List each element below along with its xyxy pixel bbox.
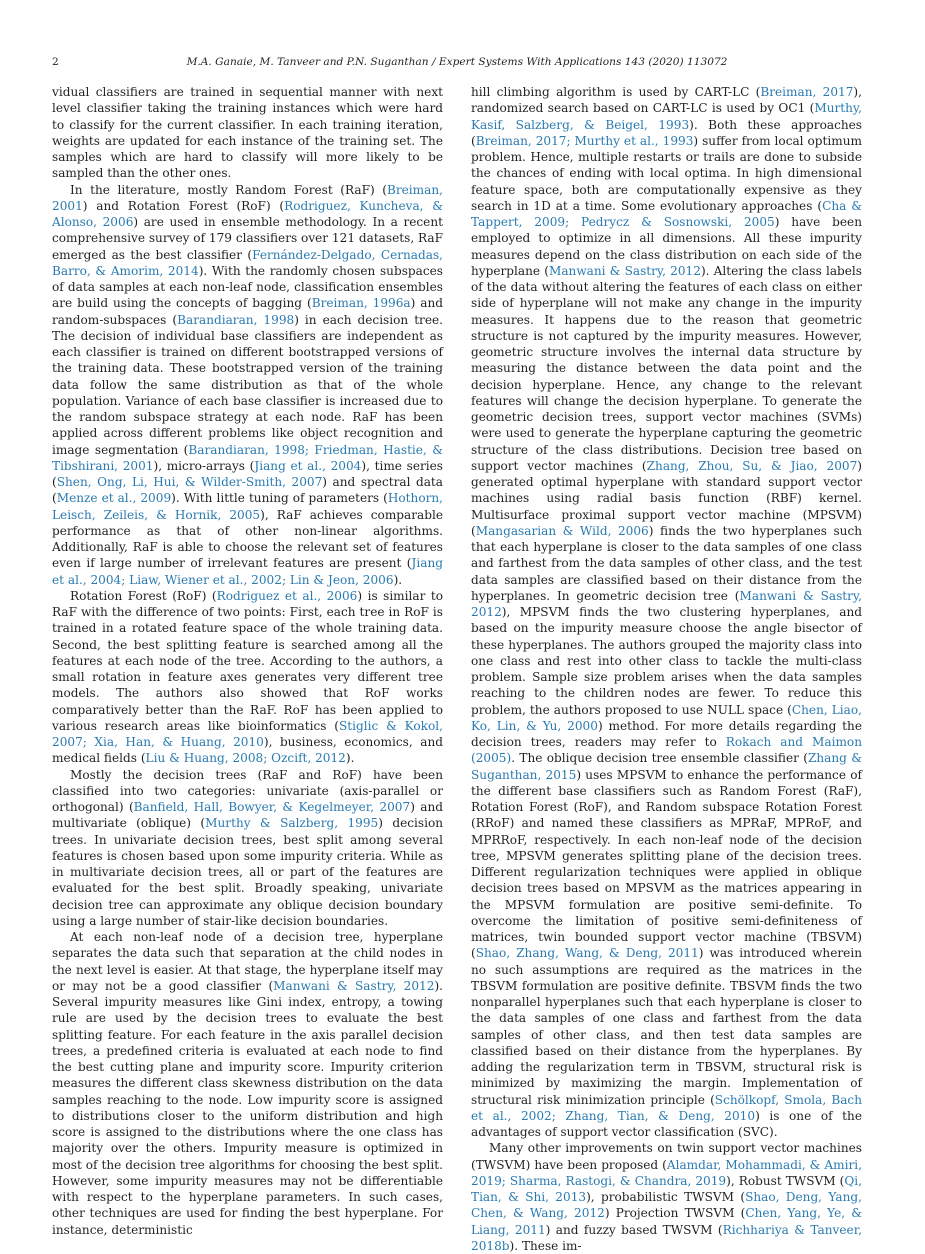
citation-link[interactable]: Alamdar, Mohammadi, & Amiri, 2019; Sharma, Rastogi, & Chandra, 2019 — [471, 1157, 862, 1188]
citation-link[interactable]: Manwani & Sastry, 2012 — [273, 978, 435, 993]
body-text: ) and multivariate (oblique) ( — [52, 800, 443, 831]
body-text: At each non-leaf node of a decision tree, hyperplane separates the data such that separation at the child nodes in the next level is easier. At that stage, the hyperplane itself may or may not be a good classifier ( — [52, 930, 443, 993]
body-text: ) have been employed to optimize in all dimensions. All these impurity measures depend on the class distribution on each side of the hyperplane ( — [471, 215, 862, 278]
body-text: ) generated optimal hyperplane with standard support vector machines using radial basis function (RBF) kernel. Multisurface proximal support vector machine (MPSVM) ( — [471, 458, 862, 538]
right-column — [471, 84, 863, 1253]
body-text: ) is one of the advantages of support vector classification (SVC). — [471, 1108, 862, 1139]
body-text: ). Both these approaches ( — [471, 117, 862, 148]
body-text: ) and random-subspaces ( — [52, 296, 444, 327]
body-text: ), business, economics, and medical fields ( — [52, 735, 443, 766]
body-text: vidual classifiers are trained in sequential manner with next level classifier taking the training instances which were hard to classify for the current classifier. In each training iteration, weights are updated for each instance of the training set. The samples which are hard to classify will more likely to be sampled than the other ones. — [52, 85, 443, 181]
left-column — [52, 84, 444, 1237]
body-text: ). With little tuning of parameters ( — [171, 491, 388, 506]
citation-link[interactable]: Manwani & Sastry, 2012 — [548, 263, 701, 278]
citation-link[interactable]: Liu & Huang, 2008; Ozcift, 2012 — [145, 751, 346, 766]
body-text: ) decision trees. In univariate decision trees, best split among several features is chosen based upon some impurity criteria. While as in multivariate decision trees, all or part of the features are evaluated for the best split. Broadly speaking, univariate decision tree can approximate any oblique decision boundary using a large number of stair-like decision boundaries. — [52, 816, 444, 928]
citation-link[interactable]: Stiglic & Kokol, 2007; Xia, Han, & Huang, 2010 — [52, 718, 443, 749]
body-text: ), micro-arrays ( — [153, 458, 255, 473]
citation-link[interactable]: Cha & Tappert, 2009; Pedrycz & Sosnowski, 2005 — [471, 198, 862, 229]
citation-link[interactable]: Jiang et al., 2004 — [254, 458, 362, 473]
body-text: ) in each decision tree. The decision of individual base classifiers are independent as each classifier is trained on different bootstrapped versions of the training data. These bootstrapped version of the training data follow the same distribution as that of the whole population. Variance of each base classifier is increased due to the random subspace strategy at each node. RaF has been applied across different problems like object recognition and image segmentation ( — [52, 312, 443, 457]
citation-link[interactable]: Mangasarian & Wild, 2006 — [475, 523, 649, 538]
citation-link[interactable]: Barandiaran, 1998; Friedman, Hastie, & Tibshirani, 2001 — [52, 442, 443, 473]
citation-link[interactable]: Breiman, 1996a — [311, 296, 411, 311]
running-head: M.A. Ganaie, M. Tanveer and P.N. Suganthan / Expert Systems With Applications 143 (2020) 113072 — [186, 56, 728, 68]
citation-link[interactable]: Rokach and Maimon (2005) — [471, 735, 863, 766]
citation-link[interactable]: Barandiaran, 1998 — [177, 312, 295, 327]
citation-link[interactable]: Zhang, Zhou, Su, & Jiao, 2007 — [646, 458, 858, 473]
body-text: ). These im- — [509, 1238, 582, 1253]
body-text: Many other improvements on twin support vector machines (TWSVM) have been proposed ( — [471, 1141, 862, 1172]
body-text: ). Altering the class labels of the data without altering the features of each class on either side of hyperplane will not make any change in the impurity measures. It happens due to the reason that geometric structure is not captured by the impurity measures. However, geometric structure involves the internal data structure by measuring the distance between the data point and the decision hyperplane. Hence, any change to the relevant features will change the decision hyperplane. To generate the geometric decision trees, support vector machines (SVMs) were used to generate the hyperplane capturing the geometric structure of the class distributions. Decision tree based on support vector machines ( — [471, 263, 862, 473]
body-text: ) was introduced wherein no such assumptions are required as the matrices in the TBSVM formulation are positive definite. TBSVM finds the two nonparallel hyperplanes such that each hyperplane is closer to the data samples of one class and farthest from the data samples of other class, and then test data samples are classified based on their distance from the hyperplanes. By adding the regularization term in TBSVM, structural risk is minimized by maximizing the margin. Implementation of structural risk minimization principle ( — [471, 946, 862, 1107]
body-text: ) finds the two hyperplanes such that each hyperplane is closer to the data samples of one class and farthest from the data samples of other class, and the test data samples are classified based on their distance from the hyperplanes. In geometric decision tree ( — [471, 523, 863, 603]
citation-link[interactable]: Schölkopf, Smola, Bach et al., 2002; Zhang, Tian, & Deng, 2010 — [471, 1092, 862, 1123]
citation-link[interactable]: Richhariya & Tanveer, 2018b — [471, 1222, 862, 1253]
citation-link[interactable]: Rodriguez, Kuncheva, & Alonso, 2006 — [52, 198, 443, 229]
paragraph — [52, 588, 443, 767]
paragraph — [52, 767, 443, 930]
body-text: ) Projection TWSVM ( — [604, 1206, 746, 1221]
body-text: ). — [345, 751, 355, 766]
paragraph — [52, 182, 443, 588]
body-text: ) and Rotation Forest (RoF) ( — [82, 198, 285, 213]
body-text: Rotation Forest (RoF) ( — [70, 588, 217, 603]
body-text: ). With the randomly chosen subspaces of data samples at each non-leaf node, classification ensembles are build using the concepts of bagging ( — [52, 263, 443, 311]
citation-link[interactable]: Menze et al., 2009 — [56, 491, 172, 506]
body-text: ). — [393, 572, 403, 587]
citation-link[interactable]: Hothorn, Leisch, Zeileis, & Hornik, 2005 — [52, 491, 444, 522]
citation-link[interactable]: Breiman, 2017 — [760, 85, 854, 99]
body-text: ) suffer from local optimum problem. Hence, multiple restarts or trails are done to subside the chances of ending with local optima. In high dimensional feature space, both are computationally expensive as they search in 1D at a time. Some evolutionary approaches ( — [471, 133, 862, 213]
citation-link[interactable]: Chen, Liao, Ko, Lin, & Yu, 2000 — [471, 702, 862, 733]
citation-link[interactable]: Zhang & Suganthan, 2015 — [471, 751, 863, 782]
citation-link[interactable]: Rodriguez et al., 2006 — [216, 588, 358, 603]
body-text: ) and spectral data ( — [52, 475, 443, 506]
body-text: ), Robust TWSVM ( — [726, 1173, 845, 1188]
page-header — [52, 56, 862, 72]
body-text: ) method. For more details regarding the decision trees, readers may refer to — [471, 718, 862, 749]
citation-link[interactable]: Chen, Yang, Ye, & Liang, 2011 — [471, 1206, 863, 1237]
citation-link[interactable]: Murthy & Salzberg, 1995 — [205, 816, 379, 831]
citation-link[interactable]: Breiman, 2001 — [52, 182, 443, 213]
paragraph — [471, 1140, 862, 1254]
body-text: ), probabilistic TWSVM ( — [586, 1190, 746, 1204]
body-text: ) uses MPSVM to enhance the performance of the different base classifiers such as Random Forest (RaF), Rotation Forest (RoF), and Random subspace Rotation Forest (RRoF) and named these classifiers as MPRaF, MPRoF, and MPRRoF, respectively. In each non-leaf node of the decision tree, MPSVM generates splitting plane of the decision trees. Different regularization techniques were applied in oblique decision trees based on MPSVM as the matrices appearing in the MPSVM formulation are positive semi-definite. To overcome the limitation of positive semi-definiteness of matrices, twin bounded support vector machine (TBSVM) ( — [471, 767, 862, 961]
citation-link[interactable]: Jiang et al., 2004; Liaw, Wiener et al., 2002; Lin & Jeon, 2006 — [52, 556, 443, 587]
paragraph — [471, 84, 862, 1140]
citation-link[interactable]: Fernández-Delgado, Cernadas, Barro, & Amorim, 2014 — [52, 247, 444, 278]
body-text: ) are used in ensemble methodology. In a recent comprehensive survey of 179 classifiers over 121 datasets, RaF emerged as the best classifier ( — [52, 215, 443, 262]
citation-link[interactable]: Qi, Tian, & Shi, 2013 — [471, 1173, 863, 1204]
page-number: 2 — [52, 56, 59, 68]
body-text: ), randomized search based on CART-LC is used by OC1 ( — [471, 85, 862, 116]
paragraph — [52, 929, 443, 1238]
citation-link[interactable]: Breiman, 2017; Murthy et al., 1993 — [475, 133, 694, 148]
citation-link[interactable]: Shao, Deng, Yang, Chen, & Wang, 2012 — [471, 1190, 862, 1221]
citation-link[interactable]: Shen, Ong, Li, Hui, & Wilder-Smith, 2007 — [56, 475, 323, 489]
citation-link[interactable]: Banfield, Hall, Bowyer, & Kegelmeyer, 2007 — [133, 800, 411, 814]
citation-link[interactable]: Manwani & Sastry, 2012 — [471, 588, 862, 619]
body-text: Mostly the decision trees (RaF and RoF) have been classified into two categories: univariate (axis-parallel or orthogonal) ( — [52, 767, 443, 814]
citation-link[interactable]: Murthy, Kasif, Salzberg, & Beigel, 1993 — [471, 101, 862, 132]
body-text: ), RaF achieves comparable performance as that of other non-linear algorithms. Additionally, RaF is able to choose the relevant set of features even if large number of irrelevant features are present ( — [52, 507, 443, 571]
body-text: hill climbing algorithm is used by CART-LC ( — [471, 85, 761, 99]
citation-link[interactable]: Shao, Zhang, Wang, & Deng, 2011 — [475, 946, 699, 961]
body-text: ). Several impurity measures like Gini index, entropy, a towing rule are used by the decision trees to evaluate the best splitting feature. For each feature in the axis parallel decision trees, a predefined criteria is evaluated at each node to find the best cutting plane and impurity score. Impurity criterion measures the different class skewness distribution on the data samples reaching to the node. Low impurity score is assigned to distributions closer to the uniform distribution and high score is assigned to the distributions where the one class has majority over the others. Impurity measure is optimized in most of the decision tree algorithms for choosing the best split. However, some impurity measures may not be differentiable with respect to the hyperplane parameters. In such cases, other techniques are used for finding the best hyperplane. For instance, deterministic — [52, 978, 443, 1237]
body-text: ) and fuzzy based TWSVM ( — [545, 1222, 723, 1237]
body-text: . The oblique decision tree ensemble classifier ( — [511, 751, 808, 766]
body-text: ), MPSVM finds the two clustering hyperplanes, and based on the impurity measure choose the angle bisector of these hyperplanes. The authors grouped the majority class into one class and rest into other class to tackle the multi-class problem. Sample size problem arises when the data samples reaching to the children nodes are fewer. To reduce this problem, the authors proposed to use NULL space ( — [471, 605, 862, 717]
body-text: In the literature, mostly Random Forest (RaF) ( — [70, 182, 387, 197]
paragraph — [52, 84, 443, 182]
body-text: ), time series ( — [52, 458, 444, 489]
body-text: ) is similar to RaF with the difference of two points: First, each tree in RoF is trained in a rotated feature space of the whole training data. Second, the best splitting feature is searched among all the features at each node of the tree. According to the authors, a small rotation in feature axes generates very different tree models. The authors also showed that RoF works comparatively better than the RaF. RoF has been applied to various research areas like bioinformatics ( — [52, 588, 443, 733]
